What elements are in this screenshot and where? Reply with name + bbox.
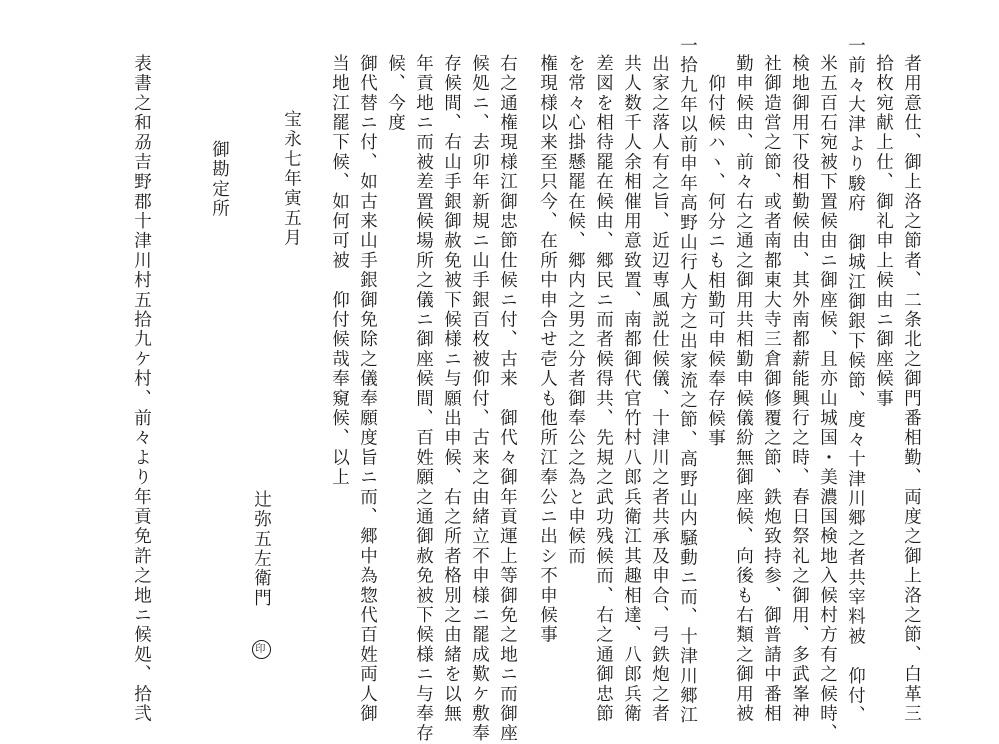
text-column-15: 右之通権現様江御忠節仕候ニ付、古来 御代々御年貢運上等御免之地ニ而御座 [497, 54, 518, 744]
text-column-21: 当地江罷下候、如何可被 仰付候哉奉窺候、以上 [329, 54, 350, 488]
text-column-endorsement: 表書之和刕吉野郡十津川村五拾九ケ村、前々より年貢免許之地ニ候処、拾弐 [131, 54, 152, 724]
text-column-13: を常々心掛懸罷在候、郷内之男之分者御奉公之為と申候而 [565, 54, 586, 567]
date-line: 宝永七年寅五月 [281, 110, 302, 248]
text-column-11: 共人数千人余相催用意致置、南都御代官竹村八郎兵衛江其趣相達、八郎兵衛 [621, 54, 642, 724]
text-column-9: 一拾九年以前申年高野山行人方之出家流之節、高野山内騒動ニ而、十津川郷江 [677, 36, 698, 726]
addressee: 御勘定所 [209, 140, 230, 219]
text-column-10: 出家之落人有之旨、近辺専風説仕候儀、十津川之者共承及申合、弓鉄炮之者 [649, 54, 670, 724]
text-column-6: 社御造営之節、或者南都東大寺三倉御修覆之節、鉄炮致持参、御普請中番相 [761, 54, 782, 724]
seal-icon: 印 [252, 640, 271, 659]
signatory-name [252, 490, 271, 659]
text-column-12: 差図を相待罷在候由、郷民ニ而者候得共、先規之武功残候而、右之通御忠節 [593, 54, 614, 724]
text-column-19: 候、今度 [385, 54, 406, 133]
text-column-8: 仰付候ハヽ、何分ニも相勤可申候奉存候事 [705, 74, 726, 449]
text-column-20: 御代替ニ付、如古来山手銀御免除之儀奉願度旨ニ而、郷中為惣代百姓両人御 [357, 54, 378, 724]
text-column-3: 一前々大津より駿府 御城江御銀下候節、度々十津川郷之者共宰料被 仰付、 [845, 36, 866, 726]
text-column-7: 勤申候由、前々右之通之御用共相勤申候儀紛無御座候、向後も右類之御用被 [733, 54, 754, 724]
text-column-2: 拾枚宛献上仕、御礼申上候由ニ御座候事 [873, 54, 894, 409]
text-column-5: 検地御用下役相勤候由、其外南都薪能興行之時、春日祭礼之御用、多武峯神 [789, 54, 810, 724]
text-column-17: 存候間、右山手銀御赦免被下候様ニ与願出申候、右之所者格別之由緒を以無 [441, 54, 462, 724]
signatory-name-text: 辻弥五左衛門 [251, 490, 272, 609]
text-column-4: 米五百石宛被下置候由ニ御座候、且亦山城国・美濃国検地入候村方有之候時、 [817, 54, 838, 744]
text-column-18: 年貢地ニ而被差置候場所之儀ニ御座候間、百姓願之通御赦免被下候様ニ与奉存 [413, 54, 434, 744]
text-column-14: 権現様以来至只今、在所中申合せ壱人も他所江奉公ニ出シ不申候事 [537, 54, 558, 645]
text-column-1: 者用意仕、御上洛之節者、二条北之御門番相勤、両度之御上洛之節、白革三 [901, 54, 922, 724]
text-column-16: 候処ニ、去卯年新規ニ山手銀百枚被仰付、古来之由緒立不申様ニ罷成歎ケ敷奉 [469, 54, 490, 744]
